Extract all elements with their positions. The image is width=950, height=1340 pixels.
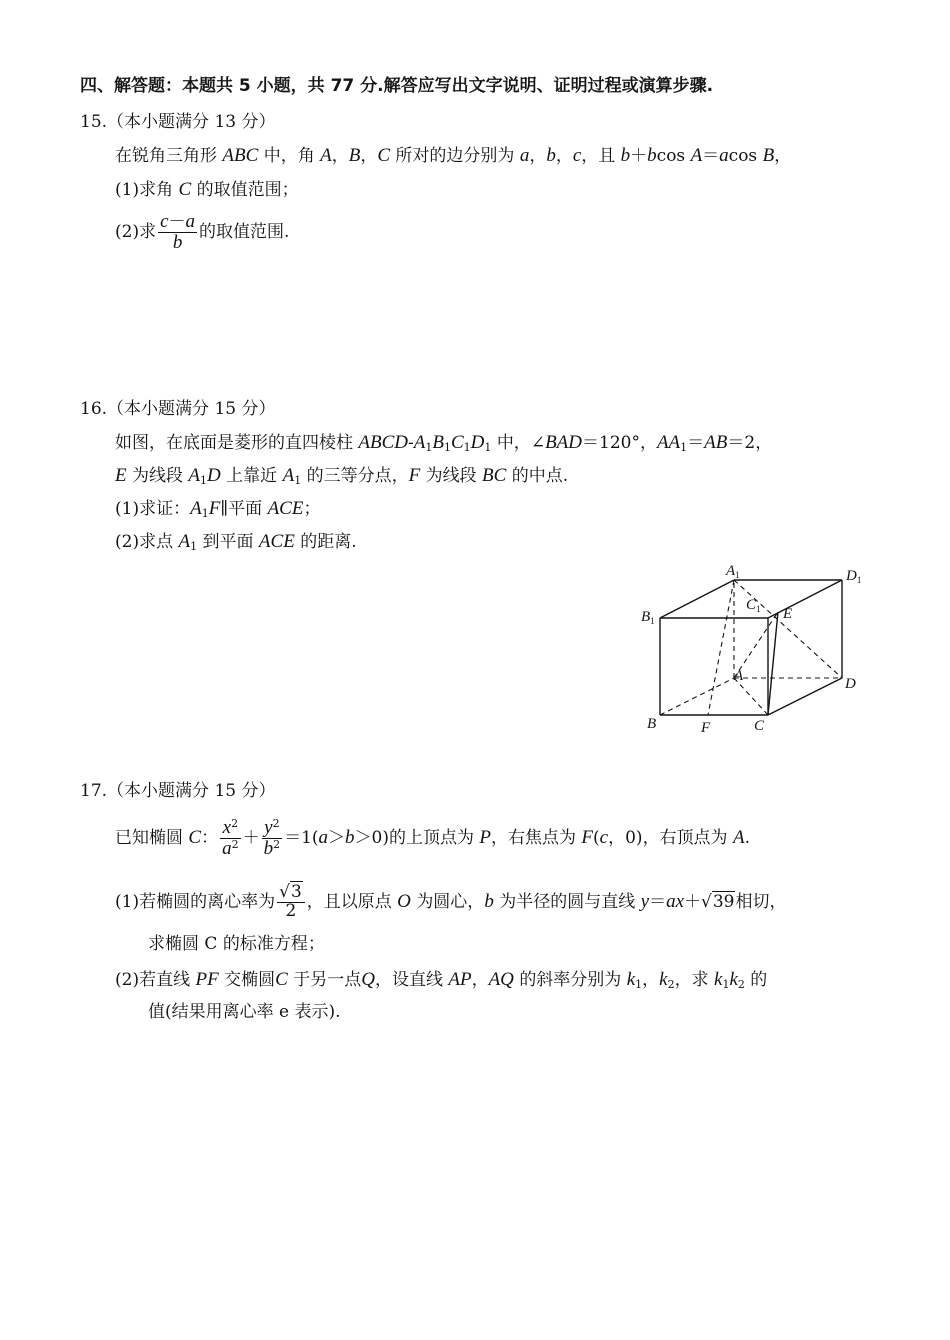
label-a1: $A_1$ — [726, 563, 740, 580]
sqrt-39: √39 — [701, 891, 735, 912]
q17-part2-line2: 值(结果用离心率 e 表示). — [148, 1002, 341, 1022]
q15-score: （本小题满分 13 分） — [107, 112, 276, 132]
label-b1: $B_1$ — [641, 609, 655, 626]
q16-number: 16. — [80, 399, 108, 419]
label-c1: $C_1$ — [746, 597, 761, 614]
q15-stem: 在锐角三角形 ABC 中，角 A，B，C 所对的边分别为 a，b，c，且 b＋bcos A＝acos B， — [115, 145, 792, 166]
label-d: D — [845, 676, 856, 692]
label-f: F — [701, 720, 711, 736]
edge-c1-d1 — [768, 580, 842, 618]
q15-header — [80, 114, 276, 131]
seg-c-e — [768, 612, 778, 715]
edge-b1-a1 — [660, 580, 734, 618]
label-e: E — [783, 606, 793, 622]
label-d1: $D_1$ — [846, 568, 862, 585]
q17-eccentricity: $\frac{√3}{2}$ — [277, 884, 305, 921]
q17-frac-x: $\frac{x^2}{a^2}$ — [222, 817, 239, 859]
edge-c-d — [768, 678, 842, 715]
q16-stem-line2: E 为线段 $A_1D$ 上靠近 $A_1$ 的三等分点，F 为线段 BC 的中点. — [115, 465, 569, 487]
edge-b-a — [660, 678, 734, 715]
q17-part1: (1)若椭圆的离心率为 $\frac{√3}{2}$ ，且以原点 O 为圆心，b 为半径的圆与直线 y＝ax＋√39相切， — [115, 882, 787, 921]
label-a: A — [734, 668, 744, 684]
q17-part2: (2)若直线 PF 交椭圆C 于另一点Q，设直线 AP，AQ 的斜率分别为 $k_1$，$k_2$，求 $k_1k_2$ 的 — [115, 969, 768, 991]
q17-score: （本小题满分 15 分） — [107, 781, 276, 801]
q17-stem: 已知椭圆 C： $\frac{x^2}{a^2}$ ＋ $\frac{y^2}{b^2}$ ＝1(a＞b＞0)的上顶点为 P，右焦点为 F(c，0)，右顶点为 A. — [115, 817, 750, 859]
q15-part2: (2)求 $\frac{c-a}{b}$ 的取值范围. — [115, 211, 290, 253]
q16-score: （本小题满分 15 分） — [107, 399, 276, 419]
q16-header — [80, 401, 276, 418]
label-b: B — [647, 716, 657, 732]
prism-figure — [636, 560, 876, 745]
q17-frac-y: $\frac{y^2}{b^2}$ — [263, 817, 281, 859]
q16-part1: (1)求证：$A_1F\parallel$平面 ACE； — [115, 498, 321, 520]
q15-number: 15. — [80, 112, 108, 132]
q16-stem-line1: 如图，在底面是菱形的直四棱柱 ABCD-$A_1B_1C_1D_1$ 中，∠BAD＝120°，$AA_1=AB=2$， — [115, 432, 773, 454]
q15-fraction: $\frac{c-a}{b}$ — [160, 211, 196, 253]
q17-part1-line2: 求椭圆 C 的标准方程； — [148, 934, 325, 954]
seg-a1-f — [708, 580, 734, 715]
q17-header — [80, 783, 276, 800]
section-heading: 四、解答题：本题共 5 小题，共 77 分.解答应写出文字说明、证明过程或演算步骤. — [80, 76, 714, 96]
q15-part1: (1)求角 C 的取值范围； — [115, 179, 299, 200]
seg-a1-d — [734, 580, 842, 678]
q16-part2: (2)求点 $A_1$ 到平面 ACE 的距离. — [115, 531, 357, 553]
label-c: C — [754, 718, 765, 734]
q17-number: 17. — [80, 781, 108, 801]
